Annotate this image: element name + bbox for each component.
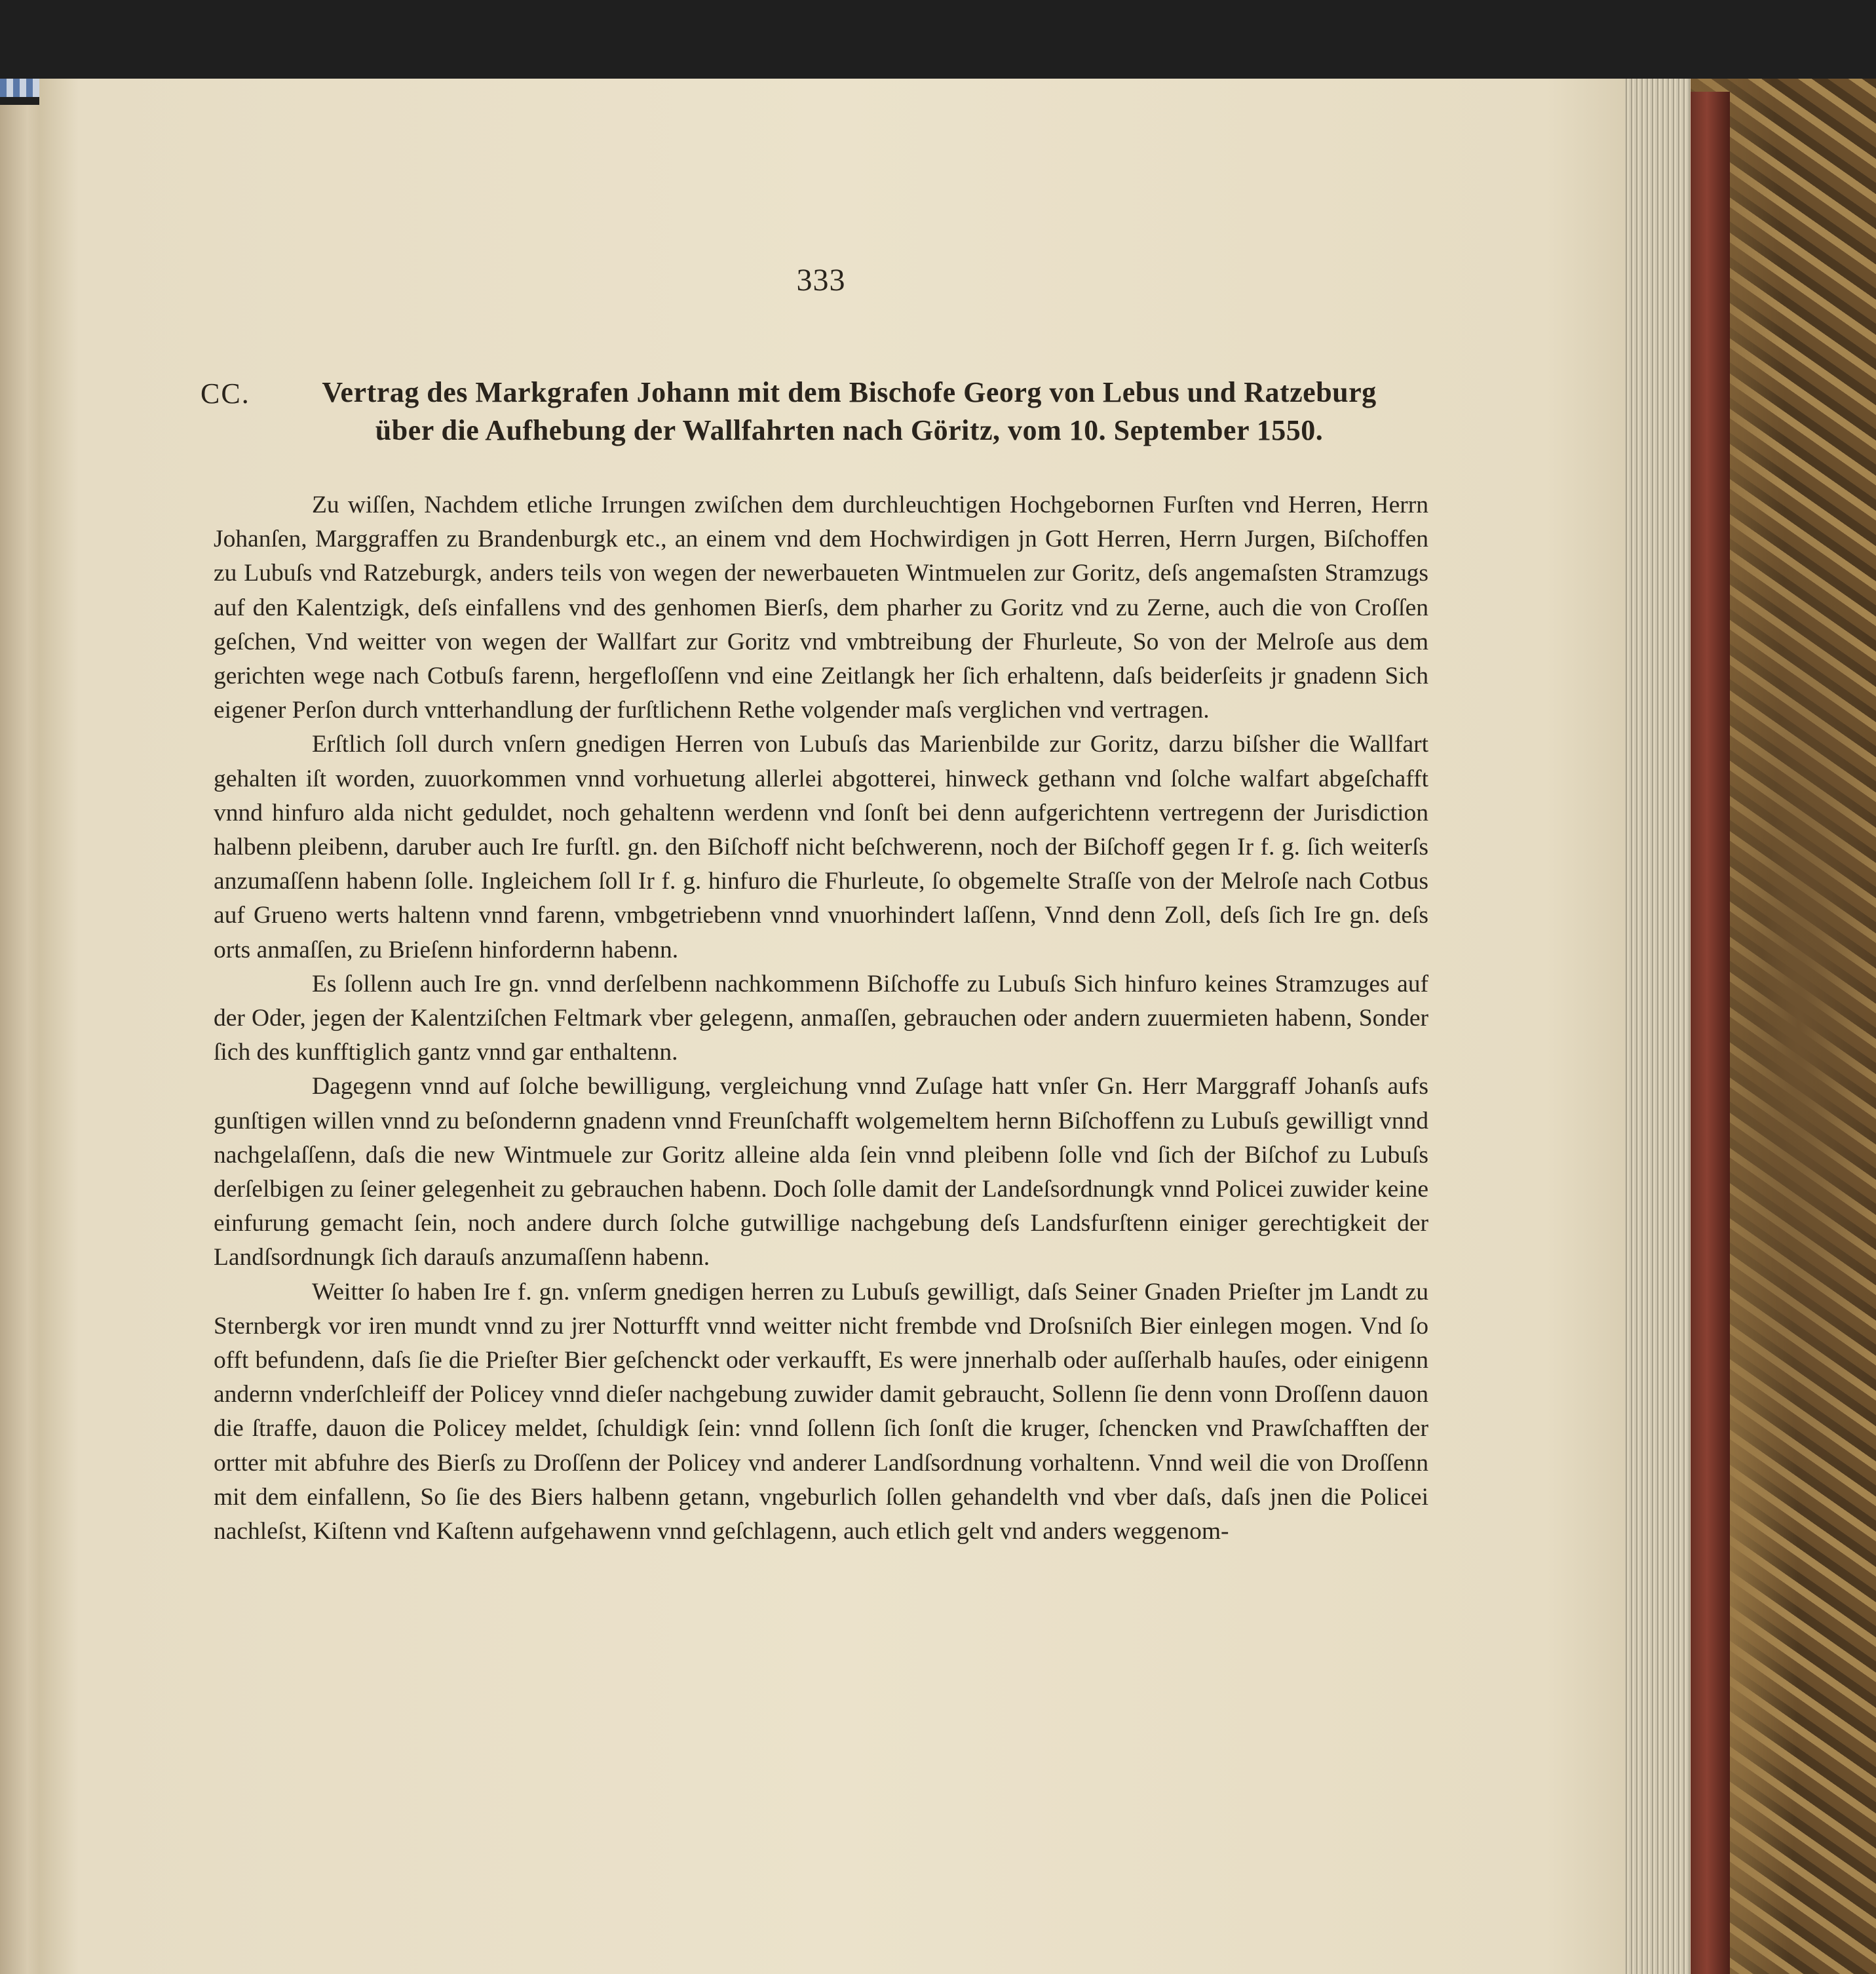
document-title-line-2: über die Aufhebung der Wallfahrten nach Göritz, vom 10. September 1550.: [375, 414, 1324, 446]
paragraph-1: Zu wiſſen, Nachdem etliche Irrungen zwiſchen dem durchleuchtigen Hochgebornen Furſten vnd Herren, Herrn Johanſen, Marggraffen zu Brandenburgk etc., an einem vnd dem Hochwirdigen jn Gott Herren, Herrn Jurgen, Biſchoffen zu Lubuſs vnd Ratzeburgk, anders teils von wegen der newerbaueten Wintmuelen zur Goritz, deſs angemaſsten Stramzugs auf den Kalentzigk, deſs einfallens vnd des genhomen Bierſs, dem pharher zu Goritz vnd zu Zerne, auch die von Croſſen geſchen, Vnd weitter von wegen der Wallfart zur Goritz vnd vmbtreibung der Fhurleute, So von der Melroſe aus dem gerichten wege nach Cotbuſs farenn, hergefloſſenn vnd eine Zeitlangk her ſich erhaltenn, daſs beiderſeits jr gnadenn Sich eigener Perſon durch vntterhandlung der furſtlichenn Rethe volgender maſs verglichen vnd vertragen.: [214, 492, 1428, 724]
page-stack-edge: [1618, 79, 1691, 1974]
document-body: [214, 488, 1428, 1549]
document-title: [273, 374, 1426, 450]
paragraph-5: Weitter ſo haben Ire f. gn. vnſerm gnedigen herren zu Lubuſs gewilligt, daſs Seiner Gnaden Prieſter jm Landt zu Sternbergk vor iren mundt vnnd zu jrer Notturfft vnnd weitter nicht frembde vnd Droſsniſch Bier einlegen mogen. Vnd ſo offt befundenn, daſs ſie die Prieſter Bier geſchenckt oder verkaufft, Es were jnnerhalb oder auſſerhalb hauſes, oder einigenn andernn vnderſchleiff der Policey vnnd dieſer nachgebung zuwider damit gebraucht, Sollenn ſie denn vonn Droſſenn dauon die ſtraffe, dauon die Policey meldet, ſchuldigk ſein: vnnd ſollenn ſich ſonſt die kruger, ſchencken vnd Prawſchafften der ortter mit abfuhre des Bierſs zu Droſſenn der Policey vnd anderer Landſsordnung vorhaltenn. Vnnd weil die von Droſſenn mit dem einfallenn, So ſie des Biers halbenn getann, vngeburlich ſollen gehandelth vnd vber daſs, daſs jnen die Policei nachleſst, Kiſtenn vnd Kaſtenn aufgehawenn vnnd geſchlagenn, auch etlich gelt vnd anders weggenom-: [214, 1278, 1428, 1545]
paragraph-3: Es ſollenn auch Ire gn. vnnd derſelbenn nachkommenn Biſchoffe zu Lubuſs Sich hinfuro keines Stramzuges auf der Oder, jegen der Kalentziſchen Feltmark vber gelegenn, anmaſſen, gebrauchen oder andern zuuermieten habenn, Sonder ſich des kunfftiglich gantz vnnd gar enthaltenn.: [214, 970, 1428, 1066]
paragraph-4: Dagegenn vnnd auf ſolche bewilligung, vergleichung vnnd Zuſage hatt vnſer Gn. Herr Marggraff Johanſs aufs gunſtigen willen vnnd zu beſondernn gnadenn vnnd Freunſchafft wolgemeltem hernn Biſchoffenn zu Lubuſs gewilligt vnnd nachgelaſſenn, daſs die new Wintmuele zur Goritz alleine alda ſein vnnd pleibenn ſolle vnd ſich der Biſchof zu Lubuſs derſelbigen zu ſeiner gelegenheit zu gebrauchen habenn. Doch ſolle damit der Landeſsordnungk vnnd Policei zuwider keine einfurung gemacht ſein, noch andere durch ſolche gutwillige nachgebung deſs Landsfurſtenn einiger gerechtigkeit der Landſsordnungk ſich darauſs anzumaſſenn habenn.: [214, 1073, 1428, 1271]
document-title-line-1: Vertrag des Markgrafen Johann mit dem Bischofe Georg von Lebus und Ratzeburg: [322, 376, 1377, 408]
page-number: 333: [796, 263, 846, 298]
paragraph-2: Erſtlich ſoll durch vnſern gnedigen Herren von Lubuſs das Marienbilde zur Goritz, darzu biſsher die Wallfart gehalten iſt worden, zuuorkommen vnnd vorhuetung allerlei abgotterei, hinweck gethann vnd ſolche walfart abgeſchafft vnnd hinfuro alda nicht geduldet, noch gehaltenn werdenn vnd ſonſt bei denn aufgerichtenn vertregenn der Jurisdiction halbenn pleibenn, daruber auch Ire furſtl. gn. den Biſchoff nicht beſchwerenn, noch der Biſchoff gegen Ir f. g. ſich weiterſs anzumaſſenn habenn ſolle. Ingleichem ſoll Ir f. g. hinfuro die Fhurleute, ſo obgemelte Straſſe von der Melroſe nach Cotbus auf Grueno werts haltenn vnnd farenn, vmbgetriebenn vnnd vnuorhindert laſſenn, Vnnd denn Zoll, deſs ſich Ire gn. deſs orts anmaſſen, zu Brieſenn hinfordernn habenn.: [214, 731, 1428, 963]
book-page: [39, 79, 1625, 1974]
document-number: CC.: [201, 377, 250, 410]
leather-spine: [1684, 92, 1730, 1974]
